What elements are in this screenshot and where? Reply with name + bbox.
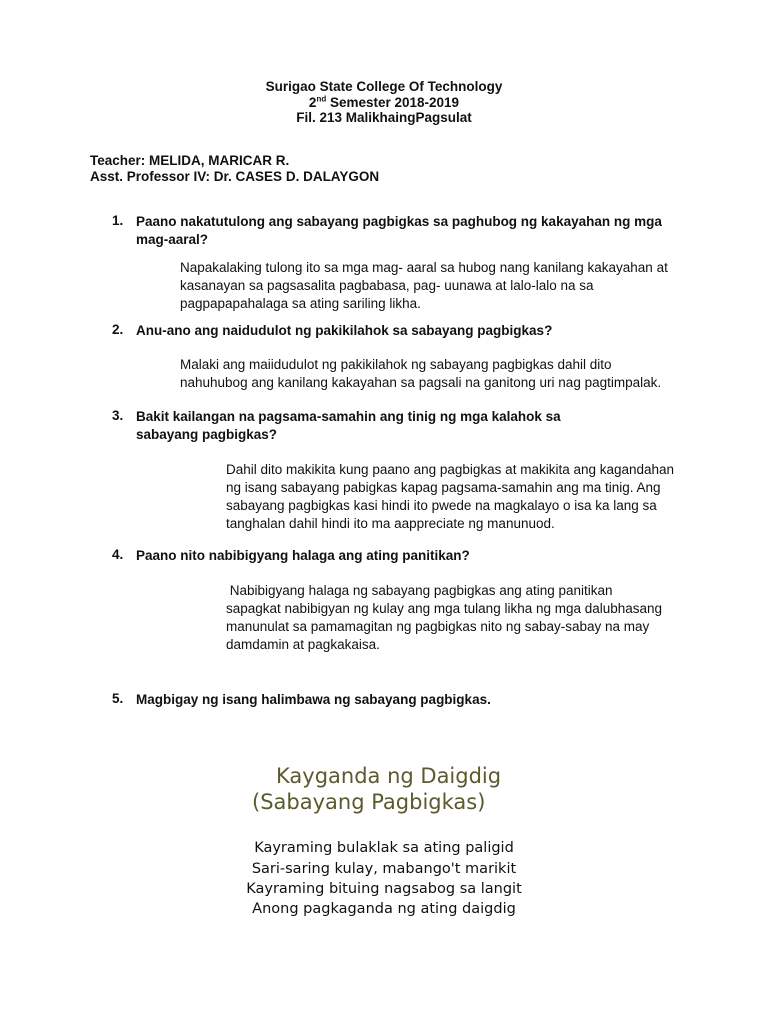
semester-ordinal: nd: [316, 94, 327, 104]
question-number: 5.: [112, 691, 124, 706]
poem-line: Kayraming bulaklak sa ating paligid: [254, 840, 514, 856]
poem-line: Anong pagkaganda ng ating daigdig: [252, 901, 516, 917]
semester-line: [0, 95, 768, 110]
question-number: 4.: [112, 547, 124, 562]
answer-text: Napakalaking tulong ito sa mga mag- aaral sa hubog nang kanilang kakayahan at kasanayan sa pagsasalita pagbabasa, pag- uunawa at lalo-lalo na sa pagpapapahalaga sa ating sariling likha.: [180, 260, 668, 311]
poem-line: Sari-saring kulay, mabango't marikit: [251, 861, 517, 877]
question-number: 3.: [112, 408, 124, 423]
teacher-line: Teacher: MELIDA, MARICAR R.: [90, 153, 290, 168]
answer-text: Dahil dito makikita kung paano ang pagbigkas at makikita ang kagandahan ng isang sabayang pabigkas kapag pagsama-samahin ang ma tinig. Ang sabayang pagbigkas kasi hindi ito pwede na magkalayo o isa ka lang sa tanghalan dahil hindi ito ma aappreciate ng manunuod.: [226, 462, 675, 531]
semester-text: Semester 2018-2019: [326, 95, 460, 110]
course-title: Fil. 213 MalikhaingPagsulat: [296, 110, 472, 125]
poem-line: Kayraming bituing nagsabog sa langit: [246, 881, 522, 897]
question-number: 1.: [112, 213, 124, 228]
question-text: Bakit kailangan na pagsama-samahin ang tinig ng mga kalahok sa sabayang pagbigkas?: [136, 409, 561, 442]
question-text: Magbigay ng isang halimbawa ng sabayang pagbigkas.: [136, 692, 491, 707]
poem-title: Kayganda ng Daigdig: [276, 764, 502, 788]
semester-number: 2: [308, 95, 317, 110]
question-number: 2.: [112, 322, 124, 337]
question-text: Anu-ano ang naidudulot ng pakikilahok sa sabayang pagbigkas?: [136, 323, 553, 338]
question-text: Paano nakatutulong ang sabayang pagbigkas sa paghubog ng kakayahan ng mga mag-aaral?: [136, 214, 662, 247]
poem-subtitle: (Sabayang Pagbigkas): [252, 790, 486, 814]
question-text: Paano nito nabibigyang halaga ang ating panitikan?: [136, 548, 470, 563]
answer-text: Nabibigyang halaga ng sabayang pagbigkas ang ating panitikan sapagkat nabibigyan ng kulay ang mga tulang likha ng mga dalubhasang manunulat sa pamamagitan ng pagbigkas nito ng sabay-sabay na may damdamin at pagkakaisa.: [226, 583, 666, 652]
school-name: Surigao State College Of Technology: [265, 79, 503, 94]
answer-text: Malaki ang maiidudulot ng pakikilahok ng sabayang pagbigkas dahil dito nahuhubog ang kanilang kakayahan sa pagsali na ganitong uri nag pagtimpalak.: [180, 357, 662, 390]
professor-line: Asst. Professor IV: Dr. CASES D. DALAYGON: [90, 169, 380, 184]
